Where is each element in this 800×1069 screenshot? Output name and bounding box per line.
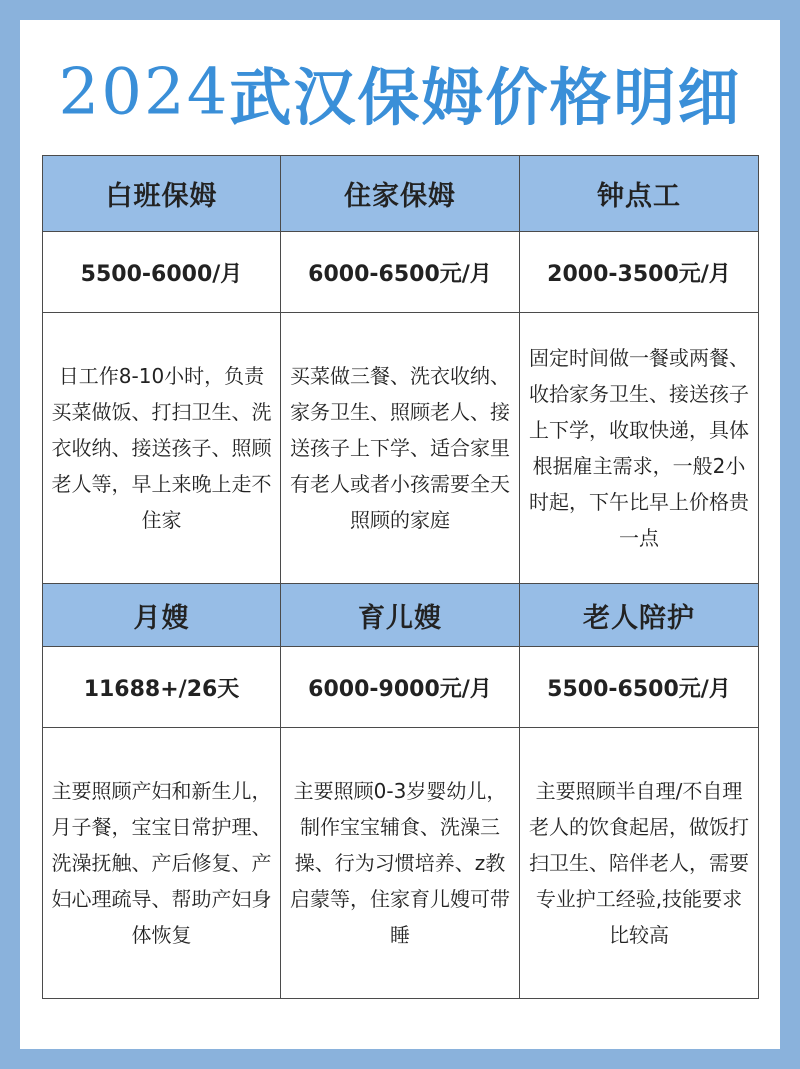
header-row-2 <box>43 584 759 647</box>
header-row-1 <box>43 156 759 232</box>
description-day-nanny: 日工作8-10小时，负责买菜做饭、打扫卫生、洗衣收纳、接送孩子、照顾老人等，早上来晚上走不住家 <box>43 313 281 584</box>
description-live-in-nanny: 买菜做三餐、洗衣收纳、家务卫生、照顾老人、接送孩子上下学、适合家里有老人或者小孩需要全天照顾的家庭 <box>281 313 520 584</box>
header-maternity-nurse: 月嫂 <box>43 584 281 647</box>
price-day-nanny: 5500-6000/月 <box>43 232 281 313</box>
title-year: 2024 <box>58 55 230 130</box>
price-hourly-worker: 2000-3500元/月 <box>520 232 759 313</box>
price-table <box>42 155 759 999</box>
title-text: 武汉保姆价格明细 <box>229 61 742 134</box>
description-elder-care: 主要照顾半自理/不自理老人的饮食起居，做饭打扫卫生、陪伴老人，需要专业护工经验,技能要求比较高 <box>520 728 759 999</box>
price-maternity-nurse: 11688+/26天 <box>43 647 281 728</box>
header-elder-care: 老人陪护 <box>520 584 759 647</box>
page-title <box>20 48 780 138</box>
description-row-2 <box>43 728 759 999</box>
description-childcare-nanny: 主要照顾0-3岁婴幼儿，制作宝宝辅食、洗澡三操、行为习惯培养、z教启蒙等，住家育儿嫂可带睡 <box>281 728 520 999</box>
description-maternity-nurse: 主要照顾产妇和新生儿，月子餐，宝宝日常护理、洗澡抚触、产后修复、产妇心理疏导、帮助产妇身体恢复 <box>43 728 281 999</box>
price-elder-care: 5500-6500元/月 <box>520 647 759 728</box>
header-day-nanny: 白班保姆 <box>43 156 281 232</box>
header-childcare-nanny: 育儿嫂 <box>281 584 520 647</box>
price-row-1 <box>43 232 759 313</box>
poster-frame <box>20 20 780 1049</box>
header-hourly-worker: 钟点工 <box>520 156 759 232</box>
header-live-in-nanny: 住家保姆 <box>281 156 520 232</box>
price-live-in-nanny: 6000-6500元/月 <box>281 232 520 313</box>
description-hourly-worker: 固定时间做一餐或两餐、收拾家务卫生、接送孩子上下学，收取快递，具体根据雇主需求，一般2小时起，下午比早上价格贵一点 <box>520 313 759 584</box>
price-row-2 <box>43 647 759 728</box>
description-row-1 <box>43 313 759 584</box>
price-childcare-nanny: 6000-9000元/月 <box>281 647 520 728</box>
